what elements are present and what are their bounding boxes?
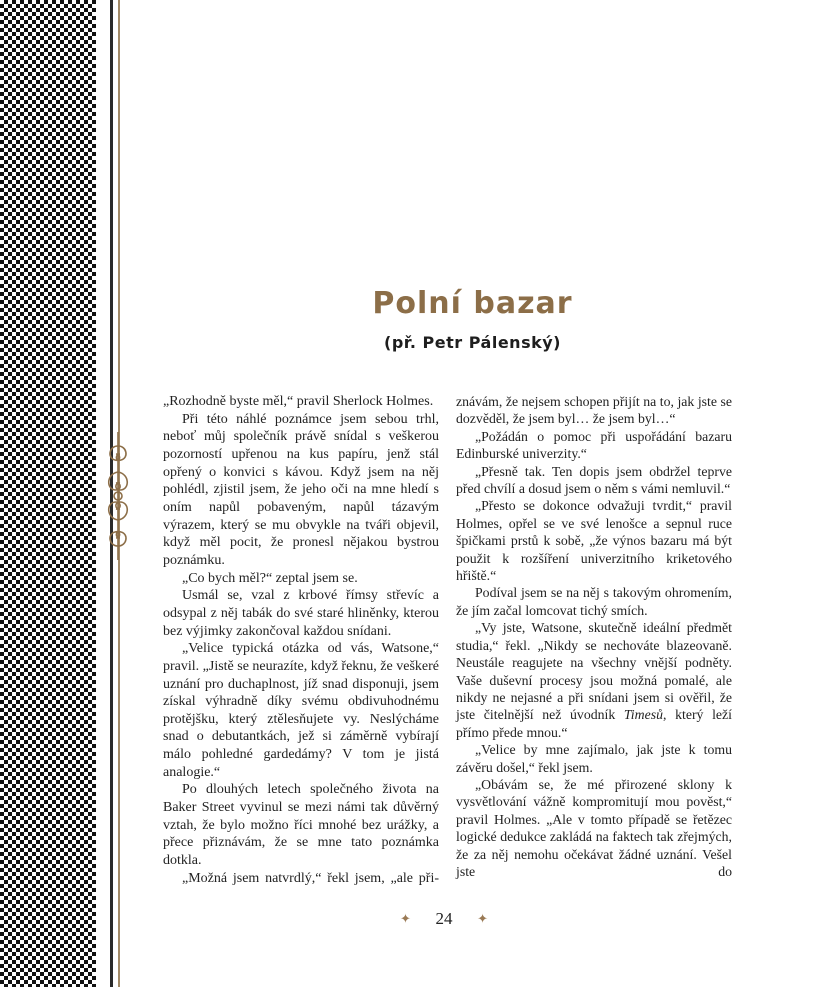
paragraph: „Rozhodně byste měl,“ pravil Sherlock Holmes. [163,394,434,409]
paragraph: „Požádán o pomoc při uspořádání bazaru Edinburské univerzity.“ [456,428,732,462]
diamond-right-icon: ✦ [477,911,488,926]
paragraph: Po dlouhých letech společného života na Baker Street vyvinul se mezi námi tak důvěrný vztah, že bylo možno říci mnohé bez urážky, a přece přiznávám, že se mne tato poznámka dotkla. [163,782,439,869]
paragraph: „Obávám se, že mé přirozené sklony k vysvětlování vážně kompromitují mou pověst,“ pravil Holmes. „Ale v tomto případě se řetězec logické dedukce zakládá na faktech tak zřejmých, že za něj nemohu očekávat žádné uznání. Vešel jste do [456,776,732,879]
text-column-left [163,393,439,887]
paragraph: Podíval jsem se na něj s takovým ohromením, že jím začal lomcovat tichý smích. [456,585,732,618]
italic-title: Timesů [623,707,663,723]
paragraph [456,619,732,741]
chapter-subtitle: (př. Petr Pálenský) [384,333,561,352]
text-column-right [456,393,732,880]
paragraph: Usmál se, vzal z krbové římsy střevíc a odsypal z něj tabák do své staré hliněnky, kterou bez výjimky zakončoval každou snídani. [163,588,439,639]
paragraph: „Velice typická otázka od vás, Watsone,“ pravil. „Jistě se neurazíte, když řeknu, že veškeré uznání pro duchaplnost, jíž snad disponuji, jsem získal výhradně díky svému obdivuhodnému protějšku, který ztělesňujete vy. Neslýcháme snad o debutantkách, jež si záměrně vybírají málo pohledné gardedámy? V tom je jistá analogie.“ [163,641,439,780]
paragraph: „Velice by mne zajímalo, jak jste k tomu závěru došel,“ řekl jsem. [456,742,732,775]
paragraph: Při této náhlé poznámce jsem sebou trhl, neboť můj společník právě snídal s veškerou pozorností upřenou na kus papíru, jenž stál opřený o konvici s kávou. Když jsem na něj pohlédl, zjistil jsem, že jeho oči na mne hledí s oním napůl pobaveným, napůl tázavým výrazem, který se mu obvykle na tváři objevil, když měl pocit, že pronesl nějakou bystrou poznámku. [163,411,439,568]
paragraph-text: „Vy jste, Watsone, skutečně ideální předmět studia,“ řekl. „Nikdy se nechováte blazeovaně. Neustále reagujete na všechny vnější podněty. Vaše duševní procesy jsou možná pomalé, ale nikdy ne nejasné a při snídani jsem si ověřil, že jste čitelnější než úvodník [456,620,732,723]
scroll-ornament-icon [103,432,133,560]
page-footer [400,909,488,929]
page-number: 24 [435,909,453,928]
paragraph: „Přesně tak. Ten dopis jsem obdržel teprve před chvílí a dosud jsem o něm s vámi nemluvil.“ [456,463,732,497]
paragraph: „Co bych měl?“ zeptal jsem se. [182,570,358,586]
paragraph: znávám, že nejsem schopen přijít na to, jak jste se dozvěděl, že jsem byl… že jsem byl…“ [456,394,732,427]
paragraph: „Přesto se dokonce odvažuji tvrdit,“ pravil Holmes, opřel se ve své lenošce a sepnul ruce špičkami prstů k sobě, „že výnos bazaru má být použit k rozšíření univerzitního kriketového hřiště.“ [456,498,732,584]
diamond-left-icon: ✦ [400,911,411,926]
chapter-title: Polní bazar [372,286,573,321]
checkered-border [0,0,96,987]
paragraph: „Možná jsem natvrdlý,“ řekl jsem, „ale při- [182,870,439,886]
paragraph-text: , který leží přímo přede mnou.“ [456,707,732,740]
